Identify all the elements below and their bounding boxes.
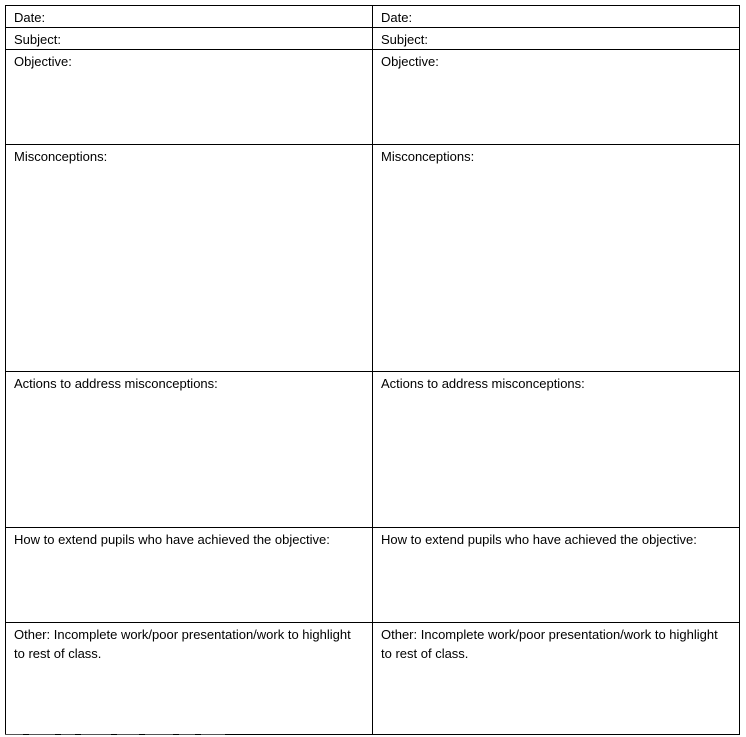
other-label: Other: Incomplete work/poor presentation/work to highlight to rest of class. [381,627,718,661]
subject-cell-left[interactable] [6,28,373,50]
lesson-feedback-form [5,5,739,735]
actions-label: Actions to address misconceptions: [14,376,218,391]
objective-label: Objective: [381,54,439,69]
subject-label: Subject: [14,32,61,47]
actions-label: Actions to address misconceptions: [381,376,585,391]
date-row [6,6,740,28]
misconceptions-label: Misconceptions: [381,149,475,164]
cut-off-text-line [5,731,235,737]
objective-row [6,50,740,145]
actions-cell-right[interactable] [373,372,740,528]
extend-label: How to extend pupils who have achieved the objective: [14,532,330,547]
other-cell-right[interactable] [373,623,740,735]
misconceptions-row [6,145,740,372]
actions-cell-left[interactable] [6,372,373,528]
subject-cell-right[interactable] [373,28,740,50]
subject-row [6,28,740,50]
form-table [5,5,740,735]
extend-cell-left[interactable] [6,528,373,623]
date-label: Date: [381,10,413,25]
objective-label: Objective: [14,54,72,69]
date-label: Date: [14,10,46,25]
extend-row [6,528,740,623]
date-cell-left[interactable] [6,6,373,28]
misconceptions-label: Misconceptions: [14,149,108,164]
other-row [6,623,740,735]
objective-cell-left[interactable] [6,50,373,145]
subject-label: Subject: [381,32,428,47]
misconceptions-cell-left[interactable] [6,145,373,372]
actions-row [6,372,740,528]
extend-label: How to extend pupils who have achieved the objective: [381,532,697,547]
extend-cell-right[interactable] [373,528,740,623]
other-label: Other: Incomplete work/poor presentation/work to highlight to rest of class. [14,627,351,661]
date-cell-right[interactable] [373,6,740,28]
objective-cell-right[interactable] [373,50,740,145]
other-cell-left[interactable] [6,623,373,735]
misconceptions-cell-right[interactable] [373,145,740,372]
